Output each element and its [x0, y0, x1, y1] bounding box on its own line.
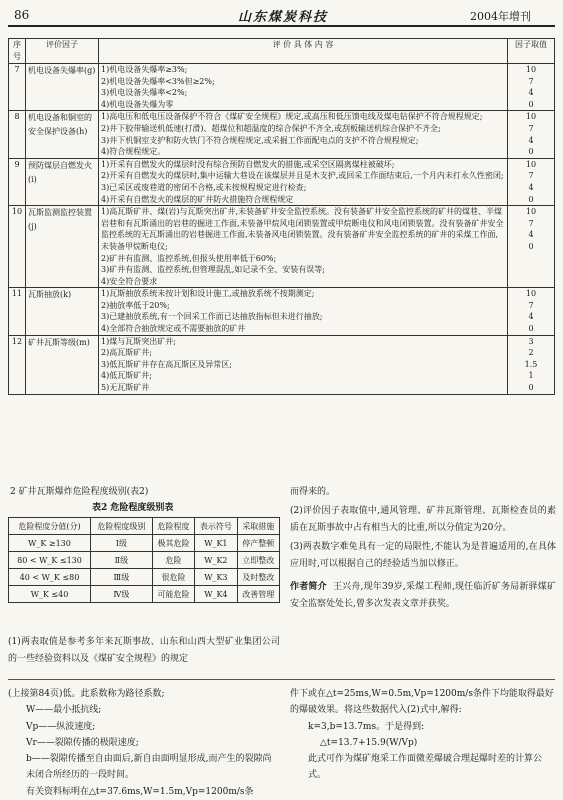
author-bio [290, 579, 556, 613]
page-number: 86 [14, 8, 30, 22]
journal-title: 山东煤炭科技 [238, 10, 329, 25]
table-row [9, 586, 280, 603]
continuation-left [8, 686, 280, 800]
factor-name: 瓦斯抽放(k) [26, 288, 99, 335]
factor-value: 10 [525, 159, 537, 169]
continuation-line: k=3,b=13.7ms。于是得到: [308, 721, 425, 732]
criteria-item: 5)无瓦斯矿井 [101, 383, 150, 393]
table-row [9, 158, 555, 205]
factor-value: 0 [528, 241, 534, 251]
notes-column [290, 484, 556, 615]
table-cell: Ⅲ级 [91, 569, 153, 586]
value-cell [508, 206, 555, 288]
row-number: 8 [9, 111, 26, 158]
criteria-item: 2)矿井有监测、监控系统,但报头使用率低于60%; [101, 253, 277, 263]
table-row [9, 552, 280, 569]
table-header-row [9, 518, 280, 535]
criteria-item: 2)抽放率低于20%; [101, 300, 170, 310]
continuation-line: (上接第84页)低。此系数称为路径系数; [8, 689, 165, 699]
criteria-cell [99, 158, 508, 205]
continuation-right [290, 686, 556, 784]
table-row [9, 111, 555, 158]
row-number: 10 [9, 206, 26, 288]
factor-value: 0 [528, 194, 534, 204]
table-cell: 极其危险 [152, 535, 194, 552]
factor-value: 7 [528, 218, 534, 228]
criteria-item: 4)安全符合要求 [101, 276, 158, 286]
table-row [9, 535, 280, 552]
factor-value: 3 [528, 336, 534, 346]
continuation-line: W——最小抵抗线; [26, 705, 102, 716]
factor-value: 7 [528, 76, 534, 86]
table-cell: 停产整顿 [237, 535, 279, 552]
factor-value: 0 [528, 147, 534, 157]
table-body [9, 64, 555, 395]
criteria-item: 4)低瓦斯矿井; [101, 371, 152, 381]
table-cell: 改善管理 [237, 586, 279, 603]
issue-label: 2004年增刊 [470, 10, 531, 23]
author-text: 王兴舟,现年39岁,采煤工程师,现任临沂矿务局新驿煤矿安全监察处处长,曾多次发表文章并获奖。 [290, 582, 556, 609]
column-header: 因子取值 [508, 39, 555, 64]
value-cell [508, 158, 555, 205]
criteria-item: 1)煤与瓦斯突出矿井; [101, 336, 176, 346]
criteria-item: 3)低瓦斯矿井存在高瓦斯区及异常区; [101, 359, 232, 369]
criteria-item: 1)高瓦斯矿井、煤(岩)与瓦斯突出矿井,未装备矿井安全监控系统。没有装备矿井安全监控系统的矿井的煤巷、半煤岩巷和有瓦斯涌出的岩巷的掘进工作面,未装备甲烷风电闭锁装置或甲烷断电仪和风电闭锁装置。没有装备矿井安全监控系统的无瓦斯涌出的岩巷掘进工作面,未装备风电闭锁装置。没有装备矿井安全监控系统的矿井的采煤工作面,未装备甲烷断电仪; [101, 207, 504, 251]
value-cell [508, 111, 555, 158]
factor-value: 4 [528, 312, 534, 322]
factor-value: 4 [528, 182, 534, 192]
table-row [9, 64, 555, 111]
factor-value: 0 [528, 324, 534, 334]
column-header: 危险程度 [152, 518, 194, 535]
note-1-end: 而得来的。 [290, 487, 336, 497]
factor-value: 10 [525, 112, 537, 122]
table-cell: 及时整改 [237, 569, 279, 586]
factor-name: 预防煤层自燃发火(i) [26, 158, 99, 205]
factor-value: 7 [528, 171, 534, 181]
criteria-item: 3)已建抽放系统,有一个回采工作面已达抽放指标但未进行抽放; [101, 312, 323, 322]
factor-value: 1 [528, 371, 534, 381]
column-header: 序号 [9, 39, 26, 64]
row-number: 11 [9, 288, 26, 335]
continuation-line: 件下或在△t=25ms,W=0.5m,Vp=1200m/s条件下均能取得最好的爆破效果。将这些数据代入(2)式中,解得: [290, 689, 554, 716]
criteria-item: 2)开采有自燃发火的煤层时,集中运输大巷设在该煤层并且是木支护,或回采工作面结束后,一个月内未打永久性密闭; [101, 171, 504, 181]
note-1 [8, 634, 280, 668]
row-number: 12 [9, 335, 26, 394]
criteria-item: 1)开采有自燃发火的煤层时没有综合预防自燃发火的措施,或采空区隔离煤柱被破坏; [101, 159, 395, 169]
criteria-item: 3)矿井有监测、监控系统,但管理混乱,如记录不全、安装有误等; [101, 265, 325, 275]
continuation-line: Vr——裂隙传播的极限速度; [26, 737, 139, 748]
factor-value: 0 [528, 383, 534, 393]
table-cell: Ⅳ级 [91, 586, 153, 603]
table-row [9, 288, 555, 335]
table-cell: 立即整改 [237, 552, 279, 569]
table-cell: Ⅱ级 [91, 552, 153, 569]
continuation-line: Vp——纵波速度; [26, 721, 96, 732]
criteria-cell [99, 111, 508, 158]
factor-value: 0 [528, 99, 534, 109]
continuation-line: 有关资料标明在△t=37.6ms,W=1.5m,Vp=1200m/s条 [26, 786, 254, 797]
value-cell [508, 288, 555, 335]
factor-value: 1.5 [524, 359, 538, 369]
table-cell: W_K1 [195, 535, 237, 552]
factor-value: 7 [528, 123, 534, 133]
table-row [9, 569, 280, 586]
table-cell: W_K4 [195, 586, 237, 603]
column-header: 危险程度级别 [91, 518, 153, 535]
factor-value: 4 [528, 230, 534, 240]
table-cell: W_K ≤40 [9, 586, 91, 603]
formula: △t=13.7+15.9(W/Vp) [320, 737, 418, 748]
criteria-item: 2)高瓦斯矿井; [101, 348, 152, 358]
criteria-cell [99, 206, 508, 288]
criteria-item: 4)符合规程规定。 [101, 147, 166, 157]
factor-value: 2 [528, 348, 534, 358]
factor-value: 10 [525, 207, 537, 217]
column-header: 危险程度分值(分) [9, 518, 91, 535]
criteria-item: 3)已采区或废巷道的密闭不合格,或未按规程规定进行检查; [101, 182, 307, 192]
criteria-cell [99, 64, 508, 111]
factor-value: 10 [525, 65, 537, 74]
criteria-cell [99, 335, 508, 394]
factor-value: 4 [528, 135, 534, 145]
note-3: (3)两表数字难免具有一定的局限性,不能认为是普遍适用的,在具体应用时,可以根据自己的经验适当加以修正。 [290, 542, 556, 569]
row-number: 9 [9, 158, 26, 205]
factor-name: 机电设备和铜室的安全保护设备(h) [26, 111, 99, 158]
table-cell: 危险 [152, 552, 194, 569]
criteria-item: 2)机电设备失爆率<3%但≥2%; [101, 76, 215, 86]
author-label: 作者简介 [290, 582, 327, 592]
table-cell: 可能危险 [152, 586, 194, 603]
criteria-item: 1)机电设备失爆率≥3%; [101, 65, 188, 74]
criteria-item: 3)机电设备失爆率<2%; [101, 88, 188, 98]
table-cell: Ⅰ级 [91, 535, 153, 552]
factor-name: 机电设备失爆率(g) [26, 64, 99, 111]
evaluation-factor-table [8, 38, 555, 395]
table-cell: 40 < W_K ≤80 [9, 569, 91, 586]
continuation-line: 此式可作为煤矿炮采工作面微差爆破合理起爆时差的计算公式。 [308, 754, 543, 781]
factor-name: 矿井瓦斯等级(m) [26, 335, 99, 394]
table-body [9, 535, 280, 603]
column-header: 采取措施 [237, 518, 279, 535]
criteria-item: 1)瓦斯抽放系统未按计划和设计施工,或抽放系统不按期测定; [101, 289, 315, 299]
column-header: 评 价 具 体 内 容 [99, 39, 508, 64]
factor-value: 10 [525, 289, 537, 299]
factor-name: 瓦斯监测监控装置(j) [26, 206, 99, 288]
row-number: 7 [9, 64, 26, 111]
header-rule [8, 25, 555, 27]
factor-value: 7 [528, 300, 534, 310]
table-cell: W_K3 [195, 569, 237, 586]
criteria-cell [99, 288, 508, 335]
column-header: 评价因子 [26, 39, 99, 64]
value-cell [508, 335, 555, 394]
criteria-item: 3)井下机铜室支护和防火铁门不符合规程规定,或采掘工作面配电点的支护不符合规程规定; [101, 135, 419, 145]
continuation-line: b——裂隙传播至自由面后,新自由面明显形成,而产生的裂隙尚未闭合所经历的一段时间。 [26, 754, 272, 781]
table-cell: W_K2 [195, 552, 237, 569]
note-2: (2)评价因子表取值中,通风管理、矿井瓦斯管理、瓦斯检查员的素质在瓦斯事故中占有相当大的比重,所以分值定为20分。 [290, 506, 556, 533]
section-title: 2 矿井瓦斯爆炸危险程度级别(表2) [10, 487, 149, 497]
note-1-text: (1)两表取值是参考多年来瓦斯事故、山东和山西大型矿业集团公司的一些经验资料以及《煤矿安全规程》的规定 [8, 637, 280, 664]
criteria-item: 2)井下胶带输送机低速(打滑)、超煤位和超温度的综合保护不齐全,或刮板输送机综合保护不齐全; [101, 123, 441, 133]
criteria-item: 4)机电设备失爆为零 [101, 99, 174, 109]
table-header-row [9, 39, 555, 64]
table-row [9, 206, 555, 288]
table-cell: 80 < W_K ≤130 [9, 552, 91, 569]
divider [8, 679, 555, 680]
criteria-item: 4)开采有自燃发火的煤层的矿井防火措施符合规程规定 [101, 194, 294, 204]
column-header: 表示符号 [195, 518, 237, 535]
table-cell: W_K ≥130 [9, 535, 91, 552]
table-cell: 很危险 [152, 569, 194, 586]
factor-value: 4 [528, 88, 534, 98]
table2-caption: 表2 危险程度级别表 [92, 503, 174, 513]
danger-level-table [8, 517, 280, 603]
value-cell [508, 64, 555, 111]
table-row [9, 335, 555, 394]
criteria-item: 4)全部符合抽放规定或不需要抽放的矿井 [101, 324, 246, 334]
criteria-item: 1)高电压和低电压设备保护不符合《煤矿安全规程》规定,或高压和低压馈电线及煤电钻保护不符合规程规定; [101, 112, 483, 122]
